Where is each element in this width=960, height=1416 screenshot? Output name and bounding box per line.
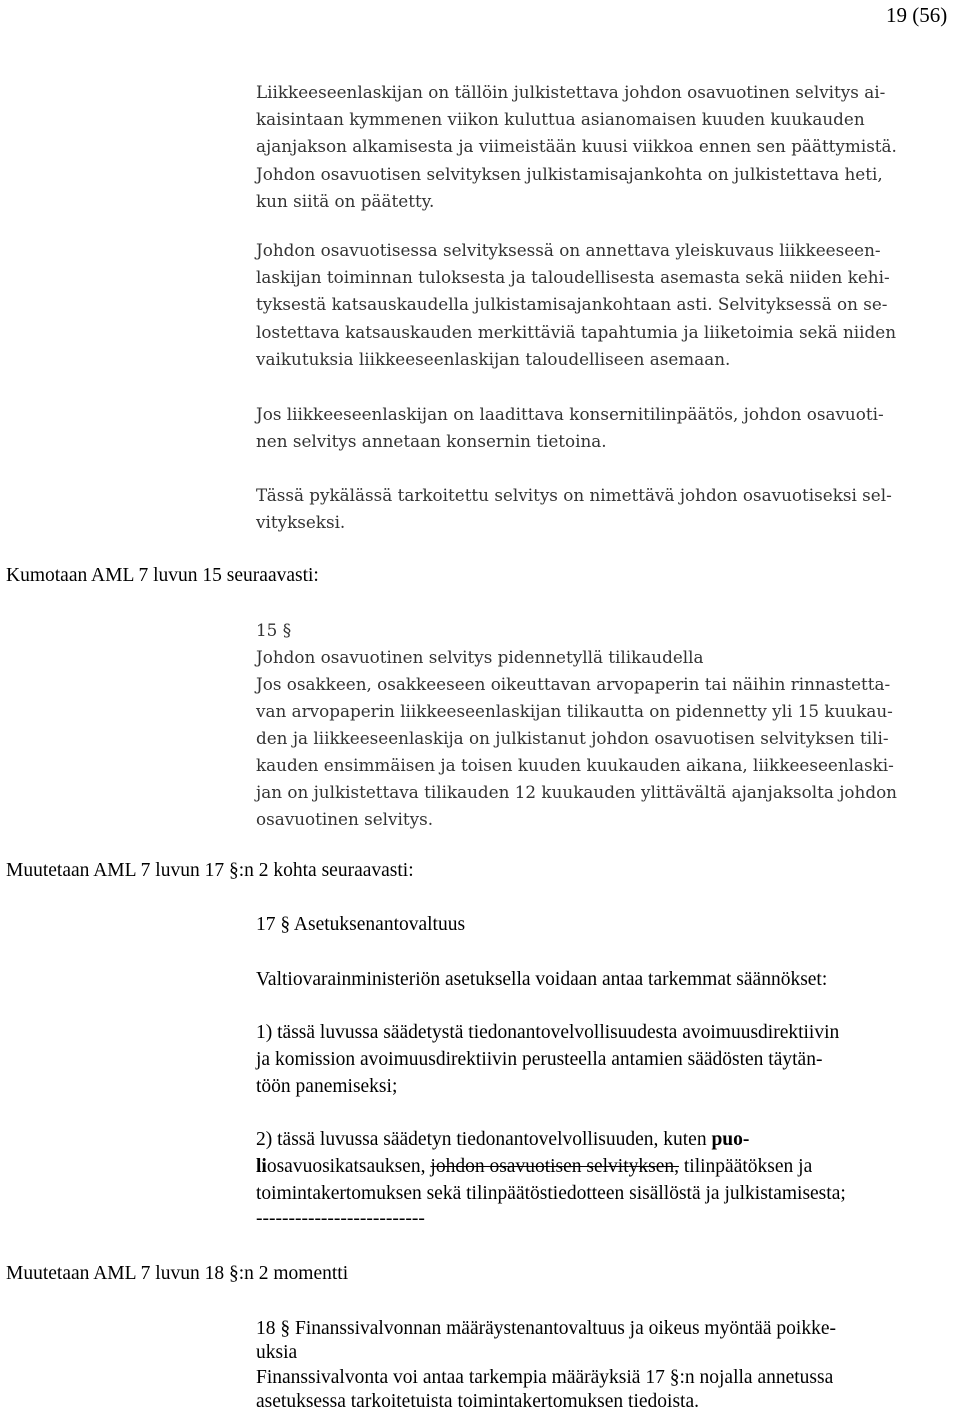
deleted-paragraph-4 — [256, 485, 956, 545]
text-segment: tilinpäätöksen ja — [679, 1156, 813, 1177]
inserted-text: puo- — [711, 1129, 750, 1150]
text-line: töön panemiseksi; — [256, 1076, 398, 1097]
text-line: Johdon osavuotisen selvityksen julkistamisajankohta on julkistettava heti, — [256, 164, 883, 184]
amendment-15-label: Kumotaan AML 7 luvun 15 seuraavasti: — [6, 565, 319, 586]
text-line: ja komission avoimuusdirektiivin perusteella antamien säädösten täytän- — [256, 1049, 823, 1070]
text-line: Tässä pykälässä tarkoitettu selvitys on nimettävä johdon osavuotiseksi sel- — [256, 485, 892, 505]
text-line: 1) tässä luvussa säädetystä tiedonantovelvollisuudesta avoimuusdirektiivin — [256, 1022, 840, 1043]
text-line: Finanssivalvonta voi antaa tarkempia määräyksiä 17 §:n nojalla annetussa — [256, 1367, 834, 1388]
text-line: Liikkeeseenlaskijan on tällöin julkistettava johdon osavuotinen selvitys ai- — [256, 82, 886, 102]
section-17-intro: Valtiovarainministeriön asetuksella voidaan antaa tarkemmat säännökset: — [256, 969, 828, 990]
deleted-section-15 — [256, 620, 956, 830]
text-line: lostettava katsauskauden merkittäviä tapahtumia ja liiketoimia sekä niiden — [256, 322, 897, 342]
deleted-paragraph-1 — [256, 82, 956, 222]
text-line: van arvopaperin liikkeeseenlaskijan tilikautta on pidennetty yli 15 kuukau- — [256, 701, 893, 721]
text-segment: 2) tässä luvussa säädetyn tiedonantovelvollisuuden, kuten — [256, 1129, 712, 1150]
text-line: vitykseksi. — [256, 512, 346, 532]
omission-dashes: -------------------------- — [256, 1208, 425, 1229]
text-line: tyksestä katsauskaudella julkistamisajankohtaan asti. Selvityksessä on se- — [256, 294, 888, 314]
section-heading: Johdon osavuotinen selvitys pidennetyllä tilikaudella — [256, 647, 704, 667]
section-18-heading-cont: uksia — [256, 1342, 298, 1363]
text-line: osavuotinen selvitys. — [256, 809, 434, 829]
text-line: kaisintaan kymmenen viikon kuluttua asianomaisen kuuden kuukauden — [256, 109, 865, 129]
text-line: den ja liikkeeseenlaskija on julkistanut johdon osavuotisen selvityksen tili- — [256, 728, 889, 748]
page-number: 19 (56) — [886, 3, 948, 27]
section-18 — [256, 1318, 956, 1413]
text-line: kun siitä on päätetty. — [256, 191, 435, 211]
text-line: asetuksessa tarkoitetuista toimintakertomuksen tiedoista. — [256, 1391, 699, 1412]
text-segment: osavuosikatsauksen, — [266, 1156, 431, 1177]
amendment-18-label: Muutetaan AML 7 luvun 18 §:n 2 momentti — [6, 1263, 349, 1284]
text-line: ajanjakson alkamisesta ja viimeistään kuusi viikkoa ennen sen päättymistä. — [256, 136, 897, 156]
text-line: jan on julkistettava tilikauden 12 kuukauden ylittävältä ajanjaksolta johdon — [256, 782, 897, 802]
deleted-paragraph-3 — [256, 404, 956, 464]
section-18-heading: 18 § Finanssivalvonnan määräystenantovaltuus ja oikeus myöntää poikke- — [256, 1318, 837, 1339]
amendment-17-label: Muutetaan AML 7 luvun 17 §:n 2 kohta seuraavasti: — [6, 860, 414, 881]
text-line — [256, 1156, 812, 1178]
section-17-item-1 — [256, 1022, 956, 1112]
text-line — [256, 1129, 749, 1151]
deleted-paragraph-2 — [256, 240, 956, 380]
text-line: kauden ensimmäisen ja toisen kuuden kuukauden aikana, liikkeeseenlaski- — [256, 755, 894, 775]
section-17-heading: 17 § Asetuksenantovaltuus — [256, 914, 466, 935]
inserted-text: li — [256, 1156, 267, 1177]
deleted-text: johdon osavuotisen selvityksen, — [430, 1156, 680, 1177]
text-line: vaikutuksia liikkeeseenlaskijan taloudelliseen asemaan. — [256, 349, 731, 369]
text-line: toimintakertomuksen sekä tilinpäätöstiedotteen sisällöstä ja julkistamisesta; — [256, 1183, 846, 1204]
text-line: Johdon osavuotisessa selvityksessä on annettava yleiskuvaus liikkeeseen- — [256, 240, 881, 260]
text-line: Jos osakkeen, osakkeeseen oikeuttavan arvopaperin tai näihin rinnastetta- — [256, 674, 891, 694]
text-line: laskijan toiminnan tuloksesta ja taloudellisesta asemasta sekä niiden kehi- — [256, 267, 890, 287]
section-number: 15 § — [256, 620, 292, 640]
text-line: nen selvitys annetaan konsernin tietoina. — [256, 431, 607, 451]
text-line: Jos liikkeeseenlaskijan on laadittava konsernitilinpäätös, johdon osavuoti- — [256, 404, 884, 424]
